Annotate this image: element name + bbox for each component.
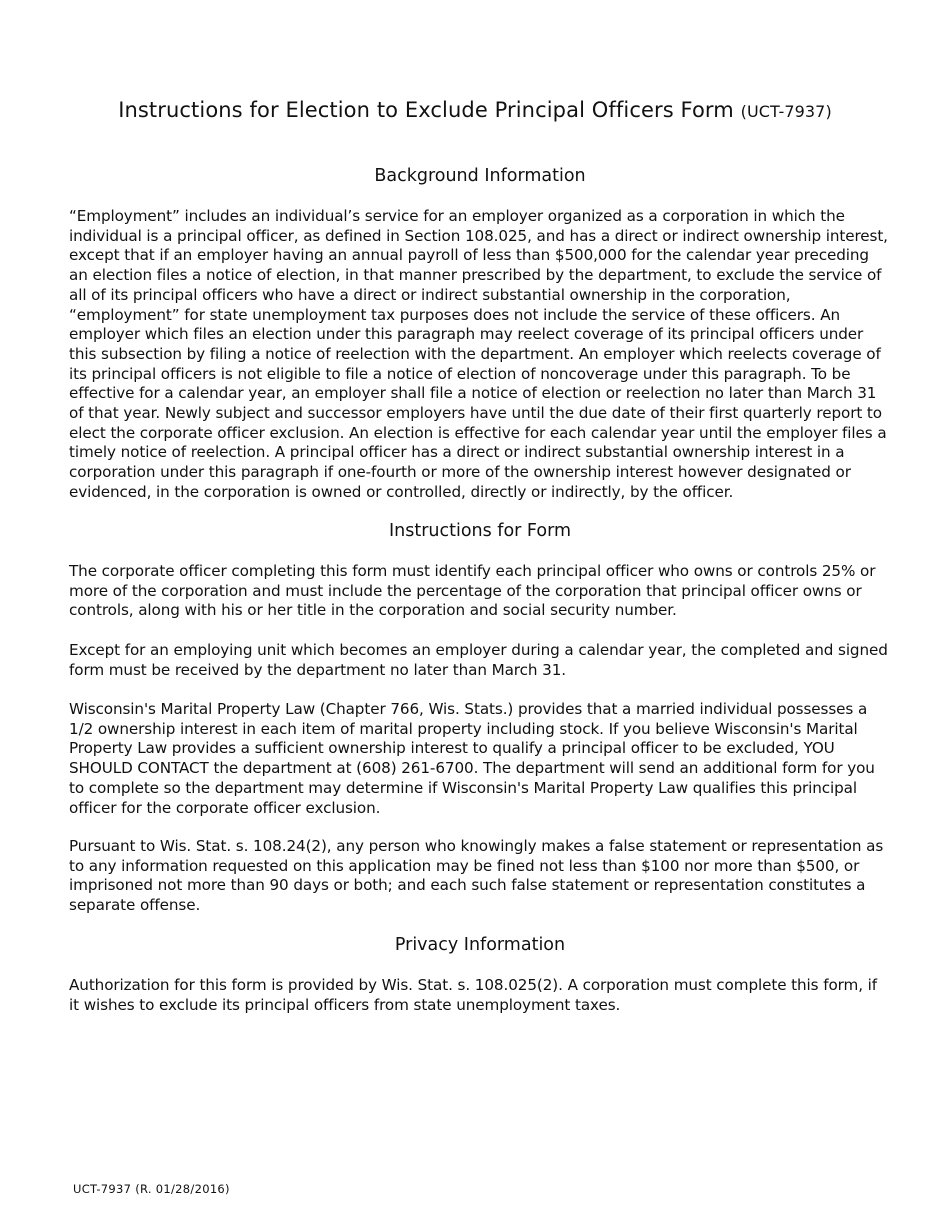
background-paragraph: “Employment” includes an individual’s service for an employer organized as a corporation in which the individual is a principal officer, as defined in Section 108.025, and has a direct or indirect ownership interest, except that if an employer having an annual payroll of less than $500,000 for the calendar year preceding an election files a notice of election, in that manner prescribed by the department, to exclude the service of all of its principal officers who have a direct or indirect substantial ownership in the corporation, “employment” for state unemployment tax purposes does not include the service of these officers. An employer which files an election under this paragraph may reelect coverage of its principal officers under this subsection by filing a notice of reelection with the department. An employer which reelects coverage of its principal officers is not eligible to file a notice of election of noncoverage under this paragraph. To be effective for a calendar year, an employer shall file a notice of election or reelection no later than March 31 of that year. Newly subject and successor employers have until the due date of their first quarterly report to elect the corporate officer exclusion. An election is effective for each calendar year until the employer files a timely notice of reelection. A principal officer has a direct or indirect substantial ownership interest in a corporation under this paragraph if one-fourth or more of the ownership interest however designated or evidenced, in the corporation is owned or controlled, directly or indirectly, by the officer. (69, 207, 888, 501)
form-code: (UCT-7937) (740, 102, 832, 121)
penalty-paragraph: Pursuant to Wis. Stat. s. 108.24(2), any person who knowingly makes a false statement or representation as to any information requested on this application may be fined not less than $100 nor more than $500, or imprisoned not more than 90 days or both; and each such false statement or representation constitutes a separate offense. (69, 837, 884, 915)
instructions-paragraph-1: The corporate officer completing this form must identify each principal officer who owns or controls 25% or more of the corporation and must include the percentage of the corporation that principal officer owns or controls, along with his or her title in the corporation and social security number. (69, 562, 876, 620)
instructions-paragraph-2: Except for an employing unit which becomes an employer during a calendar year, the completed and signed form must be received by the department no later than March 31. (69, 641, 888, 679)
instructions-heading: Instructions for Form (388, 521, 572, 541)
form-revision-code: UCT-7937 (R. 01/28/2016) (73, 1182, 230, 1196)
privacy-paragraph: Authorization for this form is provided by Wis. Stat. s. 108.025(2). A corporation must complete this form, if it wishes to exclude its principal officers from state unemployment taxes. (69, 976, 878, 1014)
privacy-heading: Privacy Information (394, 935, 566, 955)
background-heading: Background Information (374, 166, 586, 186)
page-title-text: Instructions for Election to Exclude Principal Officers Form (118, 98, 734, 122)
marital-property-paragraph: Wisconsin's Marital Property Law (Chapter 766, Wis. Stats.) provides that a married individual possesses a 1/2 ownership interest in each item of marital property including stock. If you believe Wisconsin's Marital Property Law provides a sufficient ownership interest to qualify a principal officer to be excluded, YOU SHOULD CONTACT the department at (608) 261-6700. The department will send an additional form for you to complete so the department may determine if Wisconsin's Marital Property Law qualifies this principal officer for the corporate officer exclusion. (69, 700, 875, 817)
page-title (0, 96, 950, 126)
